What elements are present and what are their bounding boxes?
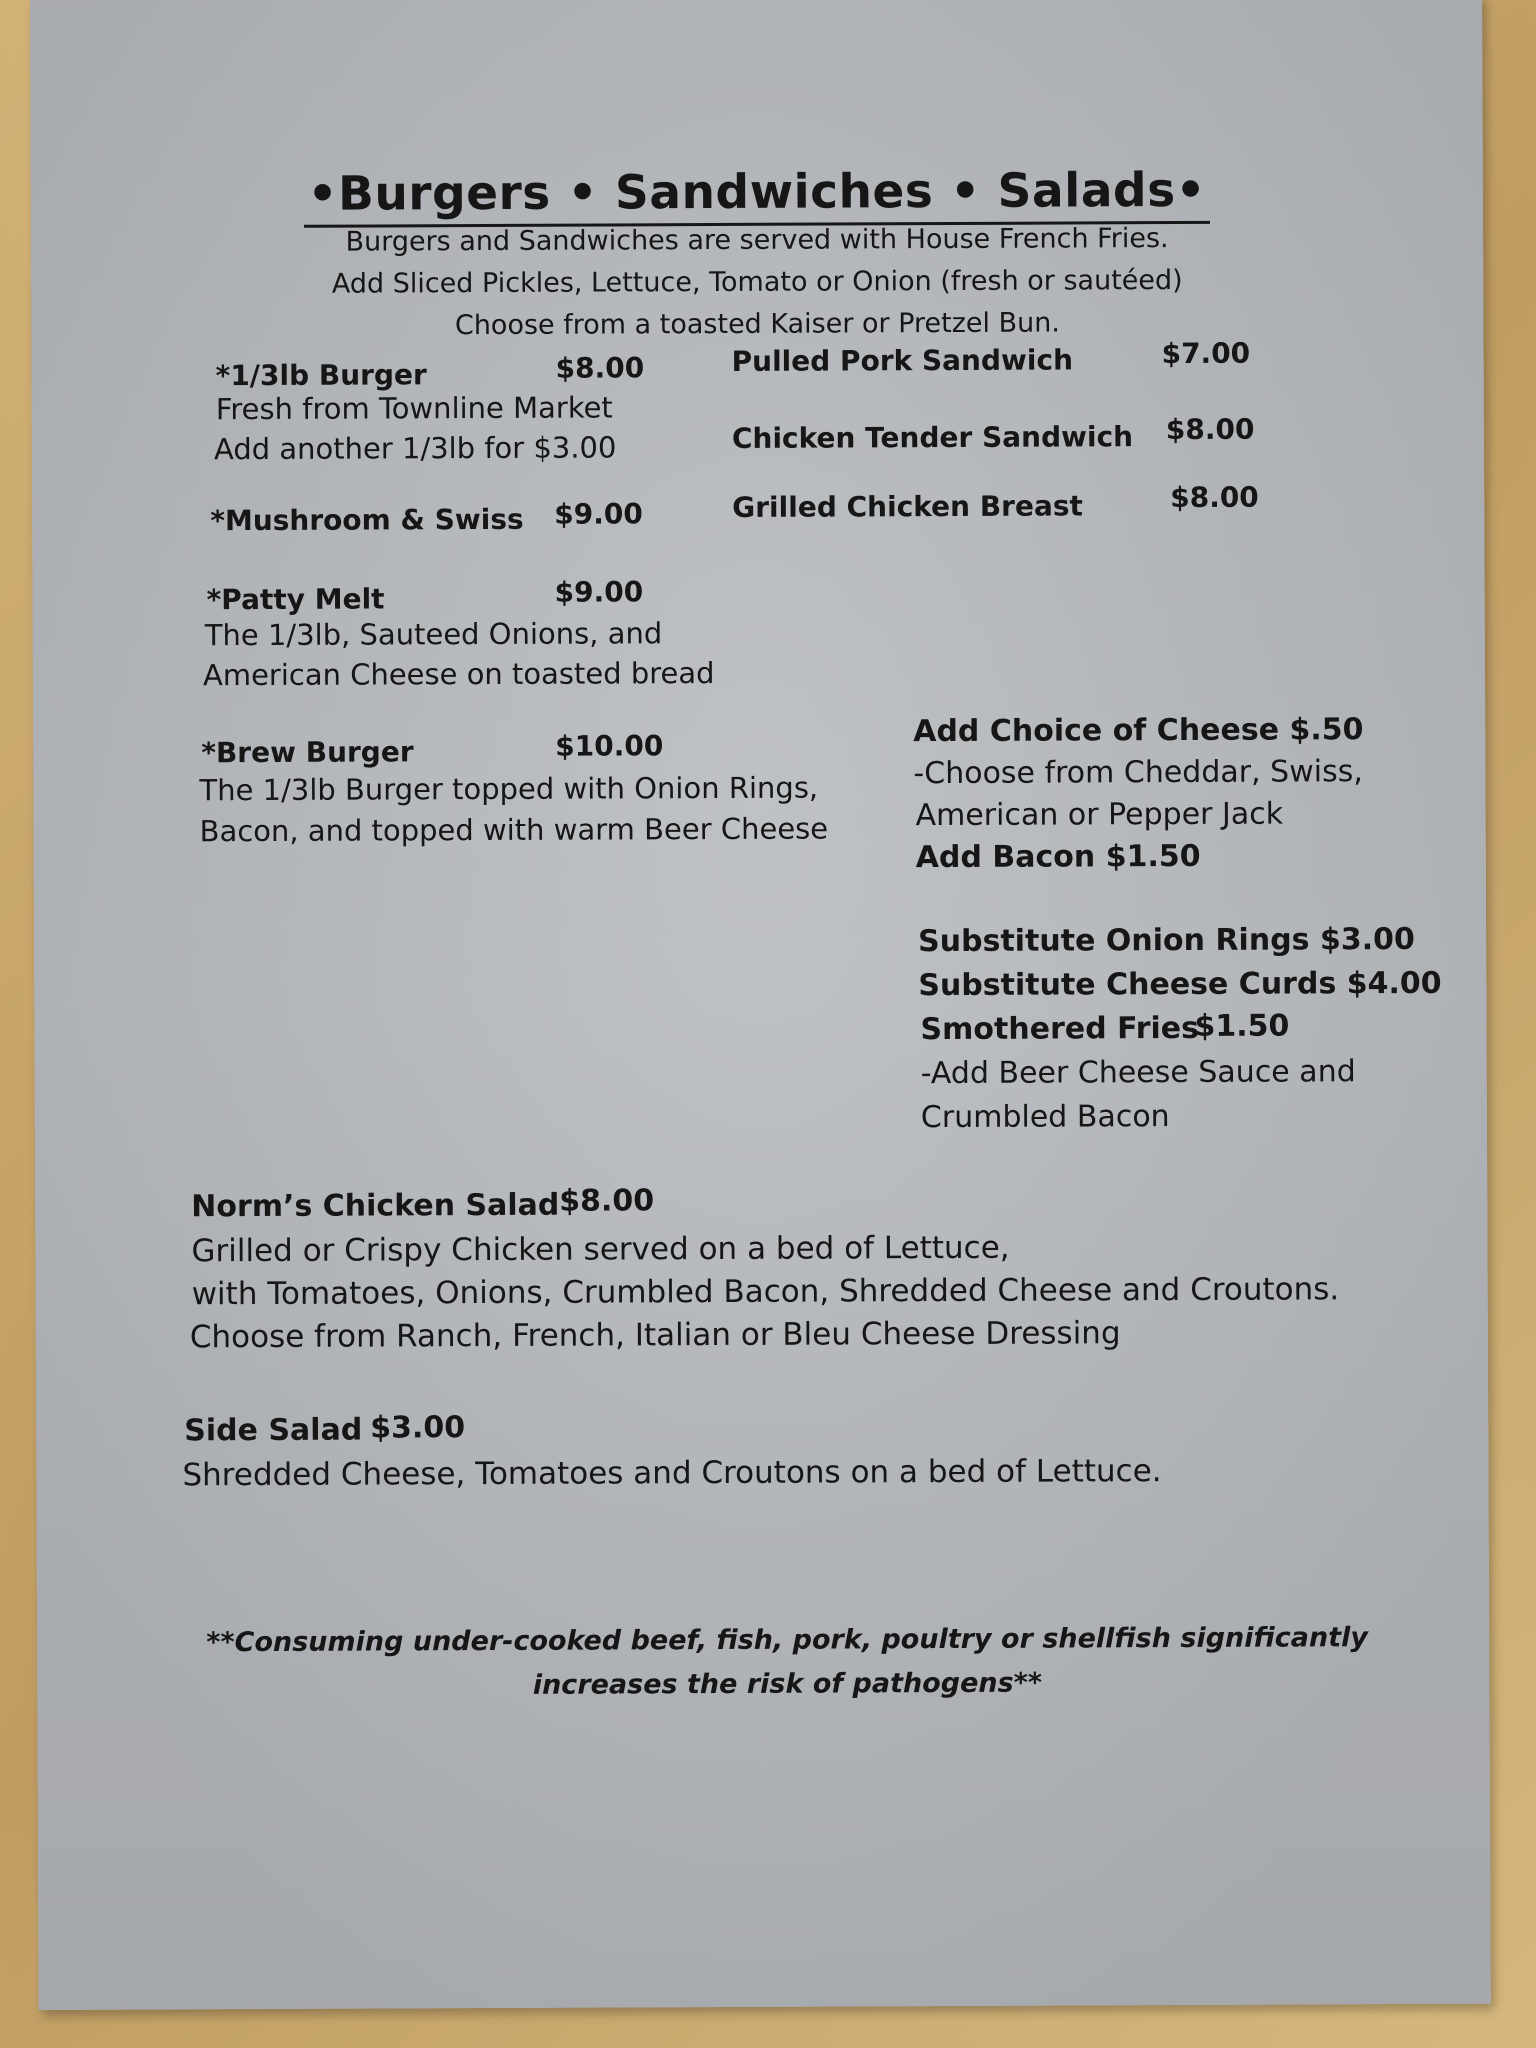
menu-page [30,0,1491,2010]
intro-line-2: Add Sliced Pickles, Lettuce, Tomato or Onion (fresh or sautéed) [331,264,1183,300]
addon-cheese: Add Choice of Cheese $.50 [913,712,1364,750]
smothered-fries-price: $1.50 [1194,1008,1290,1044]
grilled-chicken-price: $8.00 [1170,480,1259,515]
burger-name: *1/3lb Burger [215,358,427,393]
menu-title: •Burgers • Sandwiches • Salads• [31,162,1483,223]
brew-burger-name: *Brew Burger [201,735,414,770]
patty-melt-desc-1: The 1/3lb, Sauteed Onions, and [204,616,663,653]
health-warning-line-1: **Consuming under-cooked beef, fish, pork, poultry or shellfish significantly [206,1622,1369,1659]
smothered-fries-desc-2: Crumbled Bacon [920,1099,1170,1136]
pulled-pork-price: $7.00 [1161,336,1251,371]
mushroom-swiss-name: *Mushroom & Swiss [210,502,524,538]
burger-desc-1: Fresh from Townline Market [215,390,613,427]
brew-burger-desc-1: The 1/3lb Burger topped with Onion Rings, [199,770,819,808]
patty-melt-name: *Patty Melt [206,582,385,617]
grilled-chicken-name: Grilled Chicken Breast [732,489,1083,524]
burger-price: $8.00 [555,351,645,385]
chicken-salad-desc-1: Grilled or Crispy Chicken served on a bed of Lettuce, [191,1229,1010,1270]
side-salad-name: Side Salad [184,1412,363,1449]
chicken-salad-price: $8.00 [559,1183,655,1219]
pulled-pork-name: Pulled Pork Sandwich [731,343,1074,378]
chicken-tender-name: Chicken Tender Sandwich [731,420,1134,455]
chicken-salad-name: Norm’s Chicken Salad [191,1187,560,1225]
brew-burger-desc-2: Bacon, and topped with warm Beer Cheese [199,811,829,849]
addon-cheese-desc-2: American or Pepper Jack [915,796,1284,834]
chicken-salad-desc-3: Choose from Ranch, French, Italian or Bleu Cheese Dressing [189,1315,1121,1356]
chicken-tender-price: $8.00 [1165,412,1255,447]
patty-melt-price: $9.00 [554,575,644,609]
patty-melt-desc-2: American Cheese on toasted bread [202,656,715,693]
smothered-fries-name: Smothered Fries [920,1010,1200,1048]
burger-desc-2: Add another 1/3lb for $3.00 [213,430,617,467]
intro-line-1: Burgers and Sandwiches are served with House French Fries. [345,223,1169,258]
sub-onion-rings: Substitute Onion Rings $3.00 [918,921,1415,960]
side-salad-desc: Shredded Cheese, Tomatoes and Croutons on a bed of Lettuce. [182,1453,1162,1494]
health-warning-line-2: increases the risk of pathogens** [532,1667,1042,1701]
sub-cheese-curds: Substitute Cheese Curds $4.00 [918,965,1442,1004]
addon-cheese-desc-1: -Choose from Cheddar, Swiss, [913,754,1363,792]
brew-burger-price: $10.00 [555,729,664,763]
addon-bacon: Add Bacon $1.50 [915,838,1201,876]
chicken-salad-desc-2: with Tomatoes, Onions, Crumbled Bacon, Shredded Cheese and Croutons. [191,1271,1340,1313]
smothered-fries-desc-1: -Add Beer Cheese Sauce and [920,1054,1356,1092]
mushroom-swiss-price: $9.00 [554,497,643,531]
side-salad-price: $3.00 [370,1410,466,1446]
intro-line-3: Choose from a toasted Kaiser or Pretzel Bun. [454,307,1060,342]
